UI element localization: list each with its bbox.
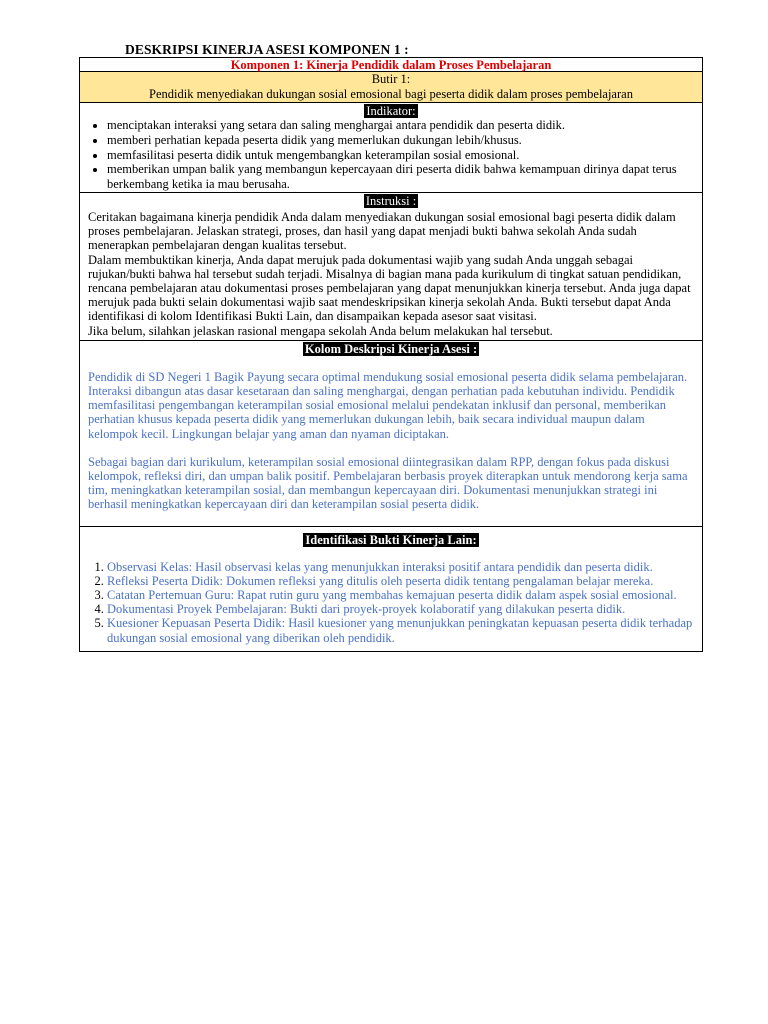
list-item: • memberi perhatian kepada peserta didik yang memerlukan dukungan lebih/khusus. — [107, 133, 698, 148]
deskripsi-section — [80, 341, 702, 527]
list-item: • memberikan umpan balik yang membangun kepercayaan diri peserta didik bahwa kemampuan dirinya dapat terus berkembang ketika ia mau berusaha. — [107, 162, 698, 192]
instruksi-header: Instruksi : — [365, 193, 417, 208]
komponen-title: Komponen 1: Kinerja Pendidik dalam Proses Pembelajaran — [80, 58, 702, 72]
deskripsi-paragraph: Pendidik di SD Negeri 1 Bagik Payung secara optimal mendukung sosial emosional peserta didik selama pembelajaran. Interaksi dibangun atas dasar kesetaraan dan saling menghargai, dengan perhatian pada kebutuhan individu. Pendidik memfasilitasi pengembangan keterampilan sosial emosional melalui pendekatan inklusif dan personal, memberikan perhatian khusus kepada peserta didik yang memerlukan dukungan lebih, baik secara individual maupun dalam kelompok kecil. Lingkungan belajar yang aman dan nyaman diciptakan. — [88, 369, 688, 441]
deskripsi-header: Kolom Deskripsi Kinerja Asesi : — [304, 341, 478, 356]
bukti-section — [80, 527, 702, 651]
deskripsi-paragraph: Sebagai bagian dari kurikulum, keterampilan sosial emosional diintegrasikan dalam RPP, dengan fokus pada diskusi kelompok, refleksi diri, dan umpan balik positif. Pembelajaran berbasis proyek diterapkan untuk mendorong kerja sama tim, meningkatkan keterampilan sosial, dan membangun kepercayaan diri. Dokumentasi menunjukkan strategi ini berhasil meningkatkan kepercayaan diri dan keterampilan sosial peserta didik. — [88, 454, 688, 512]
list-item: • menciptakan interaksi yang setara dan saling menghargai antara pendidik dan peserta didik. — [107, 118, 698, 133]
instruksi-paragraph: Dalam membuktikan kinerja, Anda dapat merujuk pada dokumentasi wajib yang sudah Anda unggah sebagai rujukan/bukti bahwa hal tersebut sudah terjadi. Misalnya di bagian mana pada kurikulum di tingkat satuan pendidikan, rencana pembelajaran atau dokumentasi proses pembelajaran yang dapat menunjukkan kinerja tersebut. Anda juga dapat merujuk pada bukti selain dokumentasi wajib saat mendeskripsikan kinerja sekolah Anda. Bukti tersebut dapat Anda identifikasi di kolom Identifikasi Bukti Lain, dan disampaikan kepada asesor saat visitasi. — [88, 252, 691, 324]
indikator-header: Indikator: — [366, 104, 416, 118]
butir-text: Pendidik menyediakan dukungan sosial emosional bagi peserta didik dalam proses pembelajaran — [149, 86, 633, 101]
list-item: 3. Catatan Pertemuan Guru: Rapat rutin guru yang membahas kemajuan peserta didik dalam aspek sosial emosional. — [107, 588, 694, 602]
butir-section — [80, 72, 702, 103]
butir-label: Butir 1: — [371, 72, 411, 86]
assessment-table — [79, 57, 703, 652]
instruksi-paragraph: Ceritakan bagaimana kinerja pendidik Anda dalam menyediakan dukungan sosial emosional bagi peserta didik dalam proses pembelajaran. Jelaskan strategi, proses, dan hasil yang dapat menjadi bukti bahwa sekolah Anda sudah menerapkan pembelajaran dengan kualitas tersebut. — [88, 209, 676, 253]
indikator-list — [80, 118, 702, 192]
instruksi-section — [80, 193, 702, 341]
list-item: • memfasilitasi peserta didik untuk mengembangkan keterampilan sosial emosional. — [107, 148, 698, 163]
instruksi-paragraph: Jika belum, silahkan jelaskan rasional mengapa sekolah Anda belum melakukan hal tersebut. — [88, 323, 553, 338]
indikator-section — [80, 103, 702, 193]
bukti-list[interactable] — [80, 547, 702, 651]
list-item: 5. Kuesioner Kepuasan Peserta Didik: Hasil kuesioner yang menunjukkan peningkatan kepuasan peserta didik terhadap dukungan sosial emosional yang diberikan oleh pendidik. — [107, 616, 694, 644]
document-title: DESKRIPSI KINERJA ASESI KOMPONEN 1 : — [125, 42, 409, 57]
list-item: 4. Dokumentasi Proyek Pembelajaran: Bukti dari proyek-proyek kolaboratif yang dilakukan peserta didik. — [107, 602, 694, 616]
deskripsi-body[interactable] — [80, 356, 702, 526]
instruksi-body — [80, 208, 702, 340]
list-item: 2. Refleksi Peserta Didik: Dokumen refleksi yang ditulis oleh peserta didik tentang pengalaman belajar mereka. — [107, 574, 694, 588]
list-item: 1. Observasi Kelas: Hasil observasi kelas yang menunjukkan interaksi positif antara pendidik dan peserta didik. — [107, 560, 694, 574]
bukti-header: Identifikasi Bukti Kinerja Lain: — [305, 532, 477, 547]
